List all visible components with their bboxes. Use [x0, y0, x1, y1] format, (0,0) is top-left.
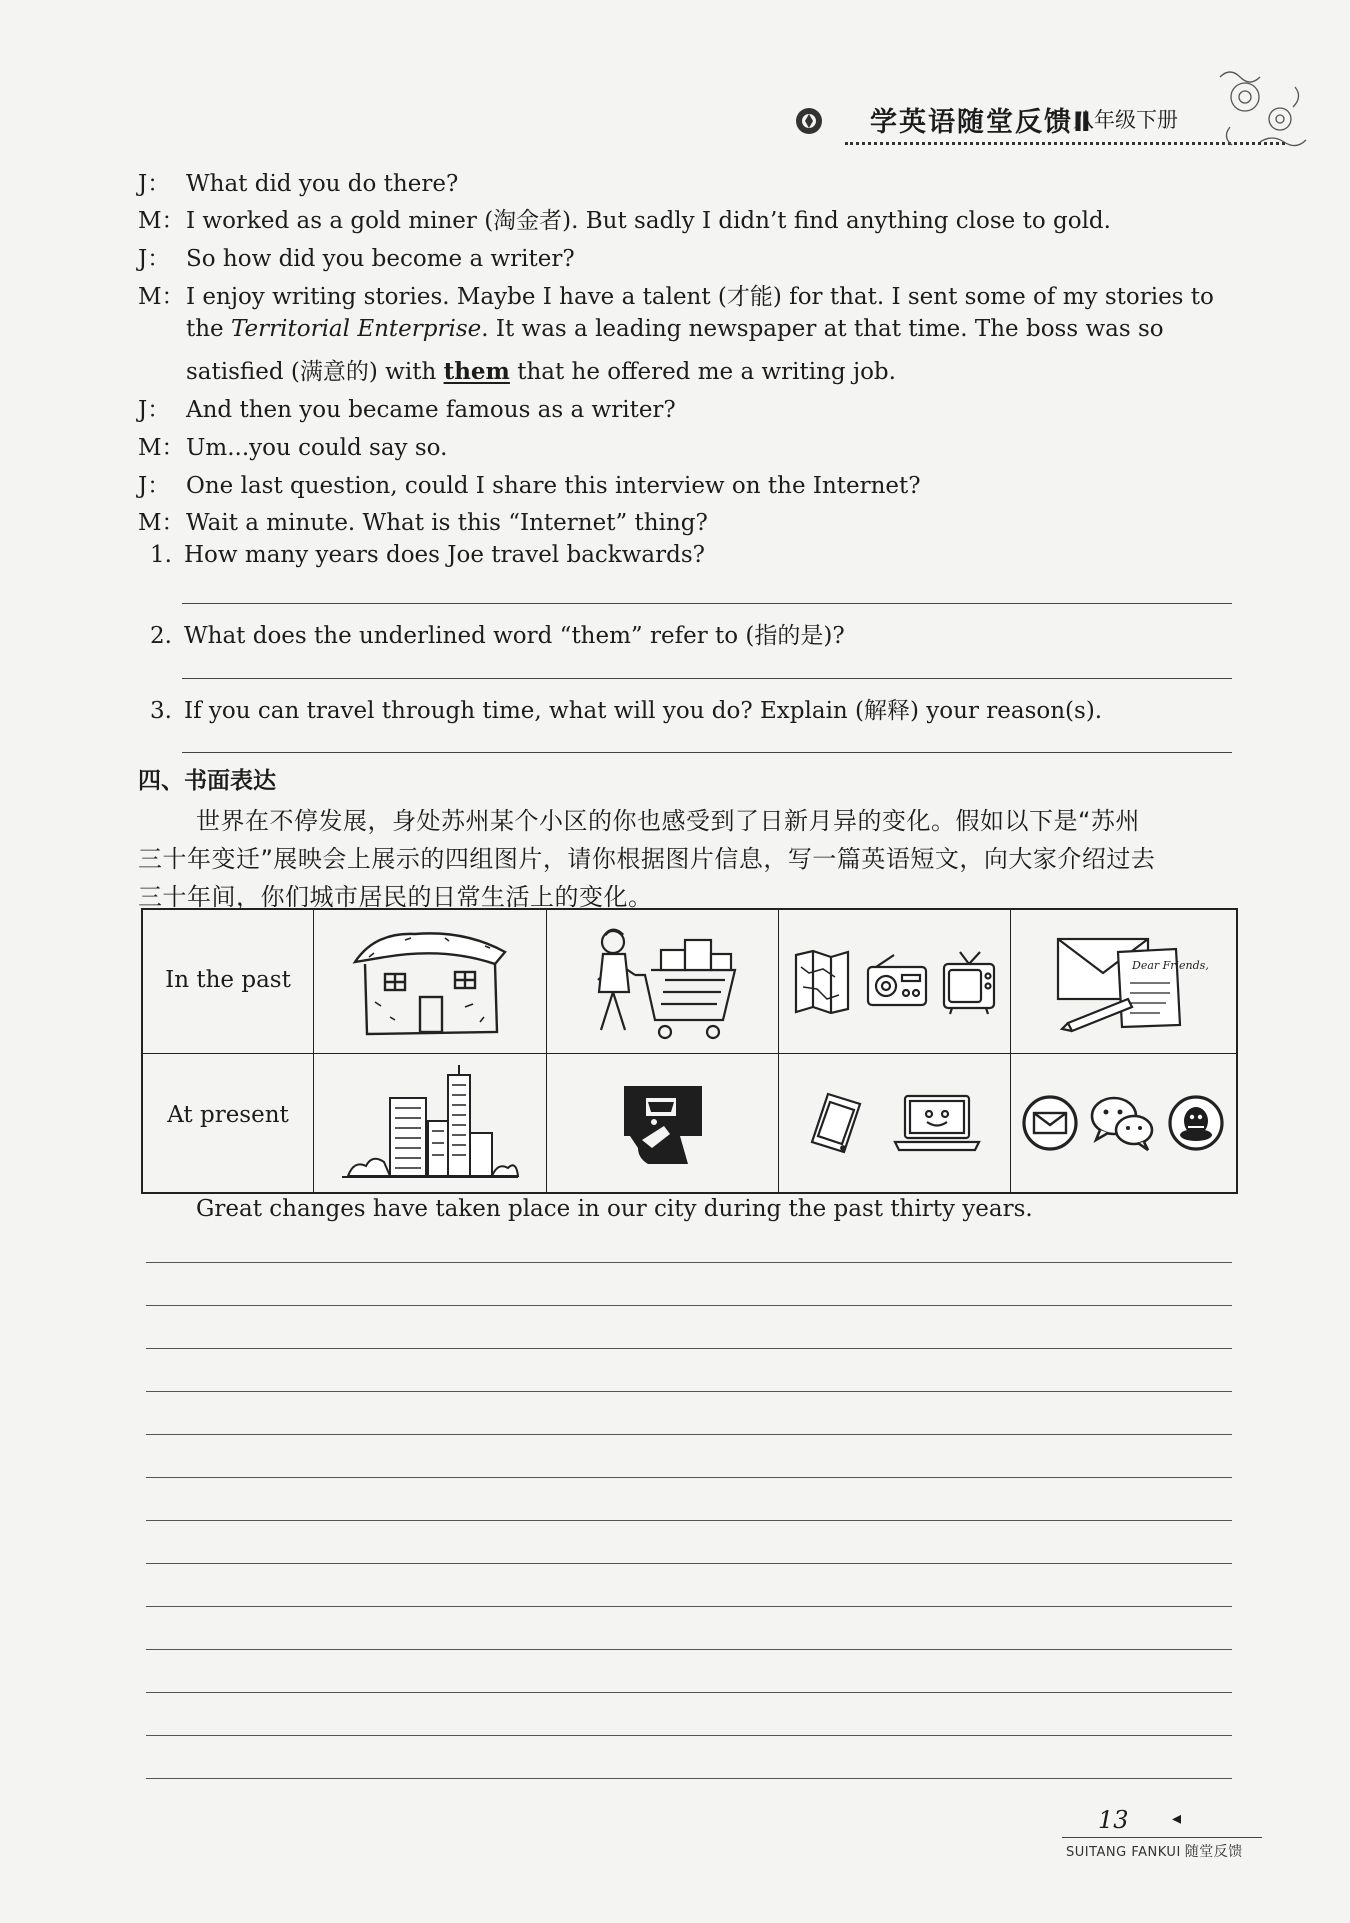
- tv-icon: [940, 948, 998, 1016]
- answer-line-3[interactable]: [182, 752, 1232, 753]
- speaker: M：: [138, 208, 185, 234]
- wechat-icon: [1088, 1092, 1158, 1154]
- dialogue-text: One last question, could I share this interview on the Internet?: [186, 473, 921, 499]
- writing-line[interactable]: [146, 1520, 1232, 1521]
- table-row-divider: [143, 1053, 1236, 1054]
- answer-line-1[interactable]: [182, 603, 1232, 604]
- writing-line[interactable]: [146, 1606, 1232, 1607]
- shopping-cart-icon: [573, 920, 753, 1045]
- dialogue-text: I enjoy writing stories. Maybe I have a talent (才能) for that. I sent some of my stories to: [186, 284, 1214, 310]
- tall-buildings-icon: [340, 1063, 520, 1183]
- dialogue-line-7: [138, 467, 921, 500]
- instructions-line-3: 三十年间，你们城市居民的日常生活上的变化。: [138, 883, 653, 911]
- header-title: 学英语随堂反馈Ⅱ: [870, 107, 1093, 138]
- writing-start-sentence: Great changes have taken place in our city during the past thirty years.: [196, 1196, 1033, 1222]
- dialogue-line-2: [138, 202, 1111, 235]
- row-label-past: In the past: [165, 967, 291, 993]
- writing-line[interactable]: [146, 1262, 1232, 1263]
- speaker: M：: [138, 510, 185, 536]
- past-letter-cell: [1012, 912, 1234, 1052]
- present-housing-cell: [315, 1055, 545, 1190]
- map-icon: [791, 947, 853, 1017]
- writing-line[interactable]: [146, 1305, 1232, 1306]
- question-text: How many years does Joe travel backwards?: [184, 542, 705, 568]
- letter-text: Dear Friends,: [1132, 959, 1209, 972]
- table-divider: [313, 910, 314, 1192]
- question-2: [150, 617, 845, 650]
- dialogue-text: Wait a minute. What is this “Internet” thing?: [186, 510, 708, 536]
- writing-line[interactable]: [146, 1778, 1232, 1779]
- dialogue-line-4: [138, 278, 1214, 311]
- question-3: [150, 692, 1102, 725]
- dialogue-text: Um...you could say so.: [186, 435, 448, 461]
- present-media-cell: [780, 1055, 1009, 1190]
- table-divider: [546, 910, 547, 1192]
- old-house-icon: [345, 922, 515, 1042]
- online-shopping-icon: [618, 1078, 708, 1168]
- email-icon: [1020, 1093, 1080, 1153]
- dialogue-line-3: [138, 240, 575, 273]
- table-divider: [778, 910, 779, 1192]
- book-logo-icon: [794, 106, 824, 136]
- dialogue-text: What did you do there?: [186, 171, 459, 197]
- footer-rule: [1062, 1837, 1262, 1838]
- laptop-icon: [891, 1092, 983, 1154]
- text-fragment: the: [186, 316, 224, 342]
- footer-brand: [1066, 1841, 1243, 1861]
- writing-line[interactable]: [146, 1391, 1232, 1392]
- text-fragment: satisfied (满意的) with: [186, 359, 437, 385]
- question-number: 2.: [150, 623, 172, 649]
- newspaper-name: Territorial Enterprise: [230, 316, 482, 342]
- page-number: 13: [1098, 1806, 1129, 1834]
- section-heading: 四、书面表达: [138, 768, 276, 794]
- instructions-line-2: 三十年变迁”展映会上展示的四组图片，请你根据图片信息，写一篇英语短文，向大家介绍过去: [138, 845, 1156, 873]
- question-number: 1.: [150, 542, 172, 568]
- dialogue-text: I worked as a gold miner (淘金者). But sadly I didn’t find anything close to gold.: [186, 208, 1111, 234]
- dialogue-text: And then you became famous as a writer?: [186, 397, 676, 423]
- picture-table: [141, 908, 1238, 1194]
- dialogue-text: So how did you become a writer?: [186, 246, 575, 272]
- present-shopping-cell: [548, 1055, 777, 1190]
- writing-line[interactable]: [146, 1348, 1232, 1349]
- radio-icon: [864, 953, 930, 1011]
- past-shopping-cell: [548, 912, 777, 1052]
- page-header: [770, 92, 1330, 162]
- speaker: M：: [138, 435, 185, 461]
- header-grade: 八年级下册: [1073, 108, 1178, 132]
- footer-brand-pinyin: SUITANG FANKUI: [1066, 1845, 1181, 1860]
- speaker: J：: [138, 397, 171, 423]
- smartphone-icon: [806, 1090, 866, 1156]
- letter-icon: [1048, 927, 1209, 1037]
- dialogue-line-6: [138, 429, 447, 462]
- dialogue-line-5: [138, 391, 676, 424]
- row-label-present: At present: [167, 1102, 289, 1128]
- question-1: [150, 542, 705, 568]
- writing-line[interactable]: [146, 1434, 1232, 1435]
- present-communication-cell: [1012, 1055, 1234, 1190]
- speaker: J：: [138, 171, 171, 197]
- speaker: J：: [138, 246, 171, 272]
- qq-icon: [1166, 1093, 1226, 1153]
- writing-line[interactable]: [146, 1477, 1232, 1478]
- text-fragment: that he offered me a writing job.: [517, 359, 896, 385]
- flower-ornament-icon: [1200, 57, 1310, 167]
- question-text: If you can travel through time, what will you do? Explain (解释) your reason(s).: [184, 698, 1103, 724]
- writing-line[interactable]: [146, 1563, 1232, 1564]
- text-fragment: . It was a leading newspaper at that time. The boss was so: [481, 316, 1164, 342]
- answer-line-2[interactable]: [182, 678, 1232, 679]
- dialogue-line-4-cont-1: [186, 316, 1164, 342]
- past-media-cell: [780, 912, 1009, 1052]
- writing-line[interactable]: [146, 1692, 1232, 1693]
- writing-line[interactable]: [146, 1649, 1232, 1650]
- dialogue-line-4-cont-2: [186, 353, 896, 386]
- dialogue-line-8: [138, 504, 708, 537]
- footer-brand-chinese: 随堂反馈: [1184, 1844, 1243, 1860]
- past-housing-cell: [315, 912, 545, 1052]
- instructions-line-1: 世界在不停发展，身处苏州某个小区的你也感受到了日新月异的变化。假如以下是“苏州: [196, 807, 1140, 835]
- speaker: J：: [138, 473, 171, 499]
- dialogue-line-1: [138, 165, 458, 198]
- table-divider: [1010, 910, 1011, 1192]
- question-number: 3.: [150, 698, 172, 724]
- speaker: M：: [138, 284, 185, 310]
- arrow-left-icon: ◂: [1172, 1808, 1182, 1829]
- question-text: What does the underlined word “them” refer to (指的是)?: [184, 623, 845, 649]
- writing-line[interactable]: [146, 1735, 1232, 1736]
- underlined-word: them: [443, 358, 510, 385]
